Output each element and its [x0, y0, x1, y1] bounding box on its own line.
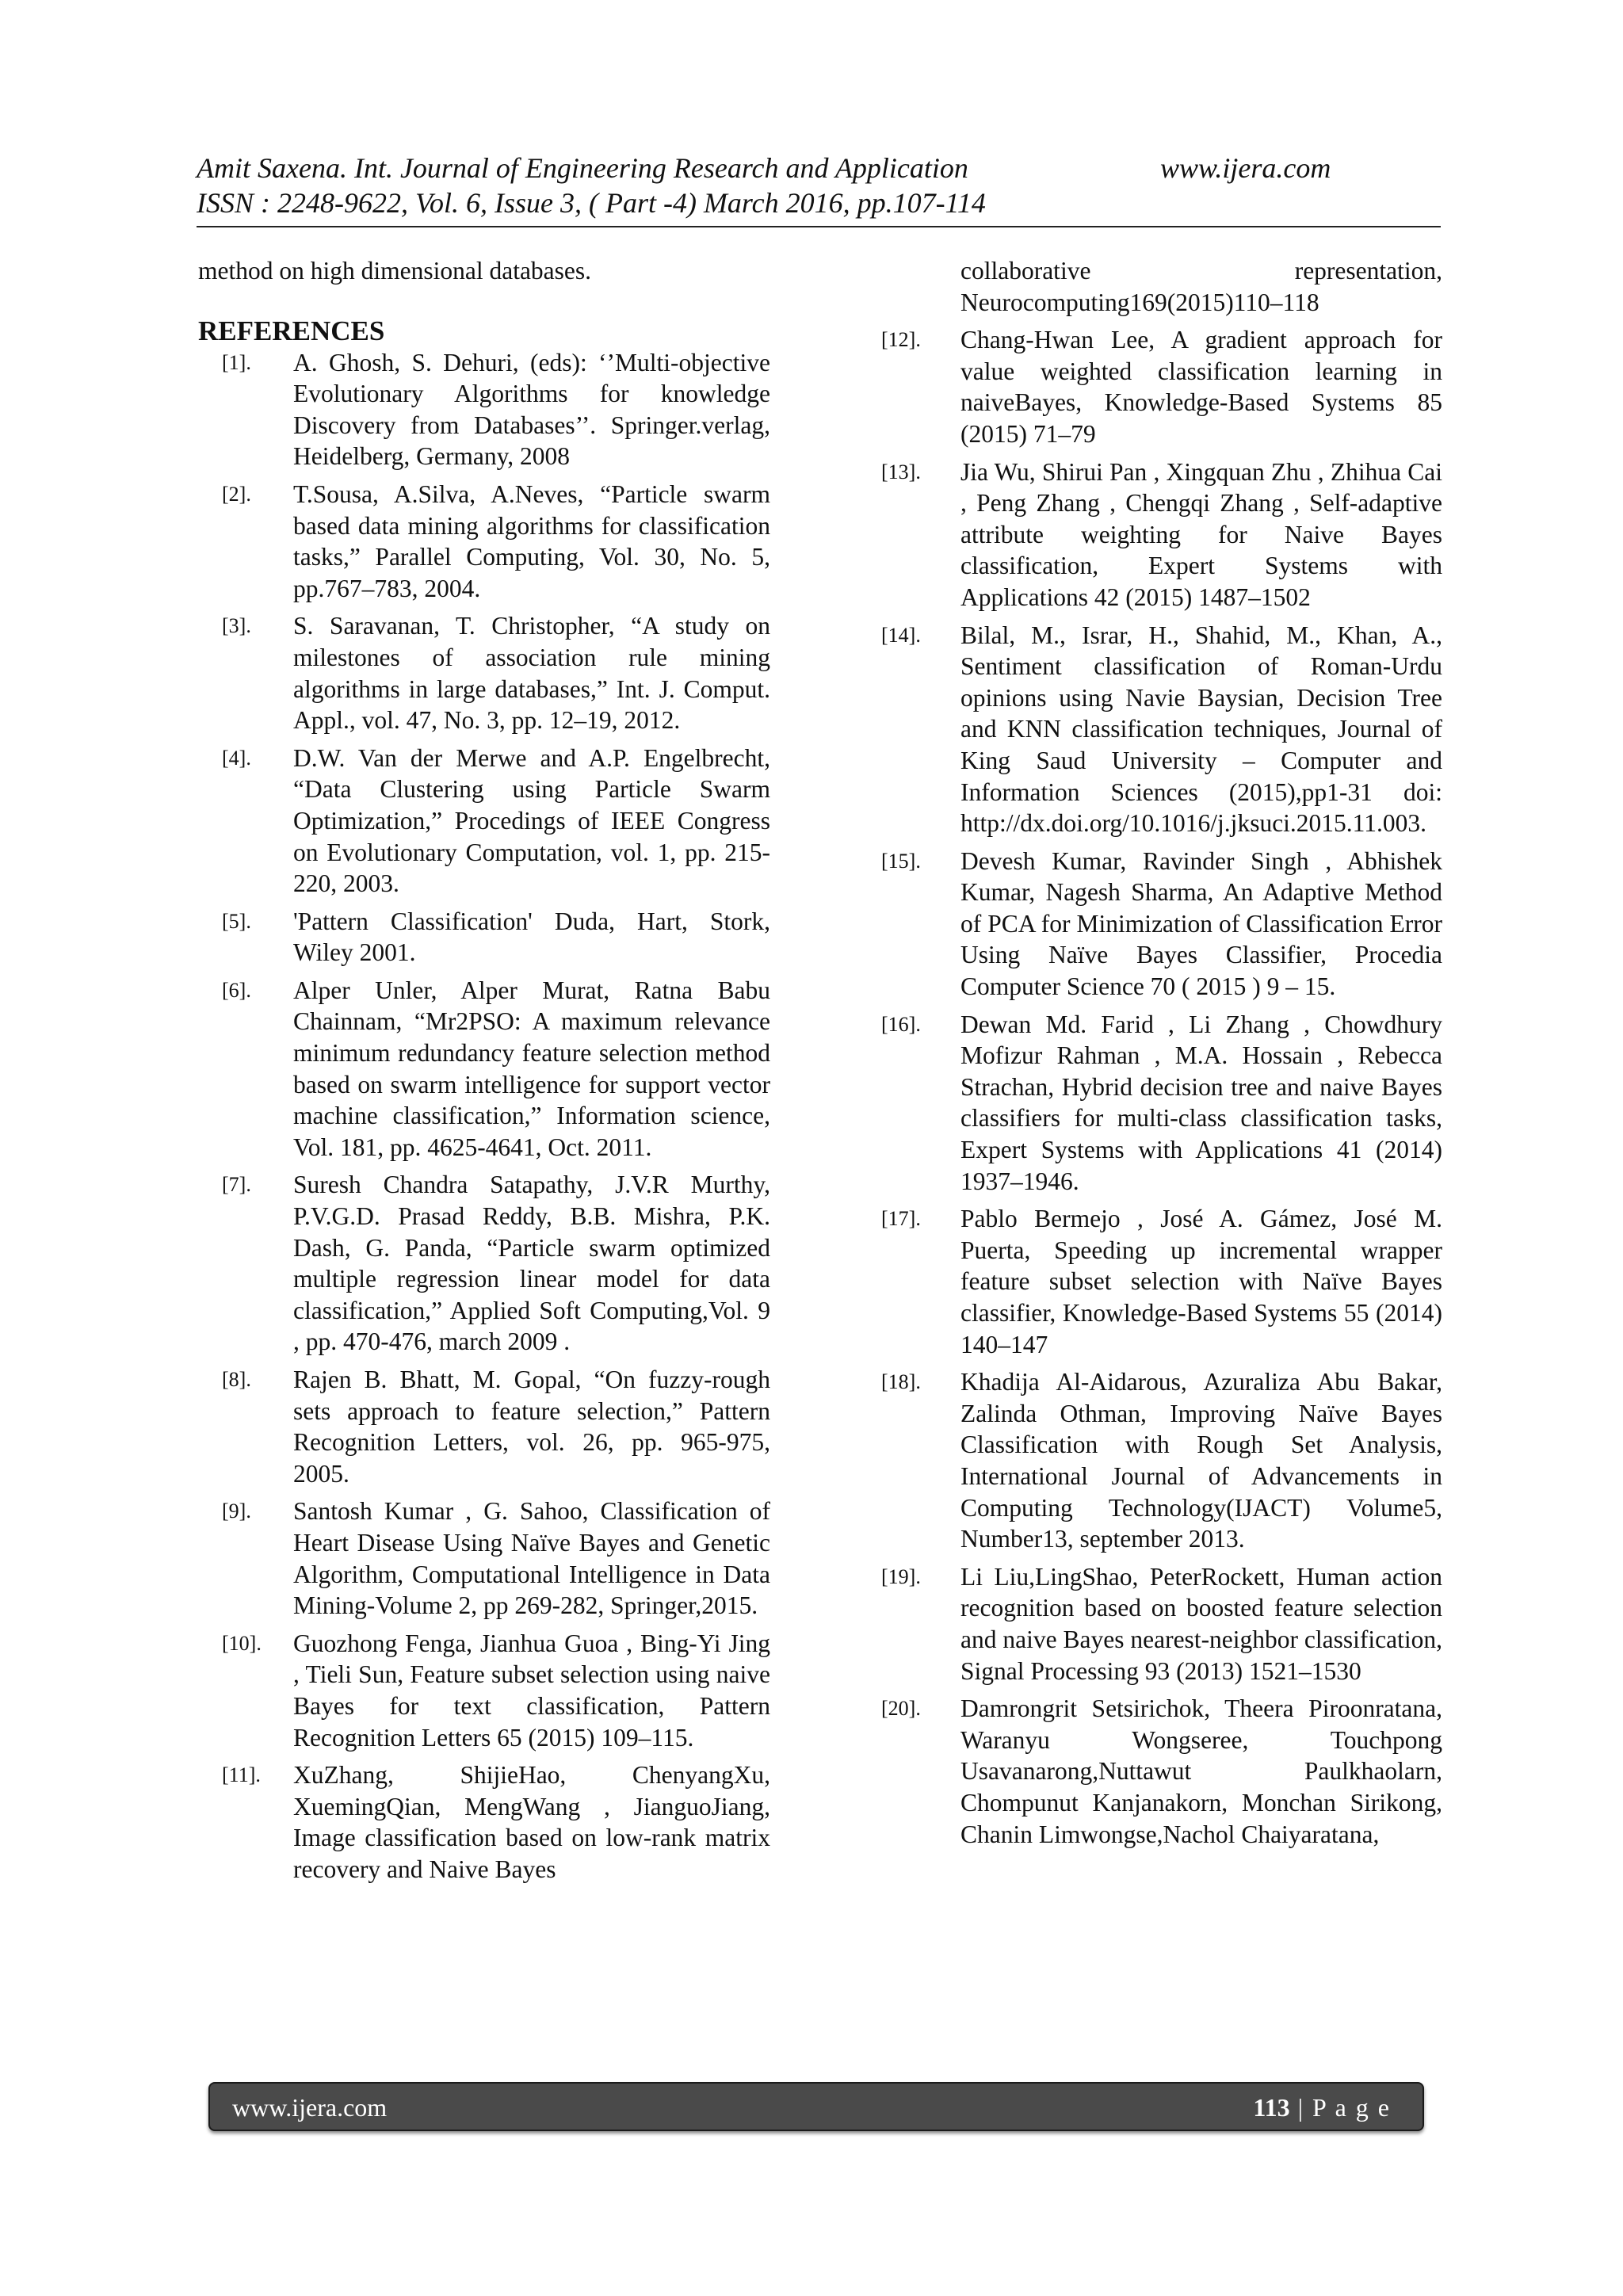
reference-number: [7]. — [222, 1173, 251, 1197]
reference-text: Bilal, M., Israr, H., Shahid, M., Khan, A., Sentiment classification of Roman-Urdu opinions using Navie Baysian, Decision Tree and KNN classification techniques, Journal of King Saud University – Computer and Information Sciences (2015),pp1-31 doi: http://dx.doi.org/10.1016/j.jksuci.2015.11.003. — [960, 621, 1442, 838]
reference-number: [1]. — [222, 350, 251, 374]
reference-item — [198, 1628, 770, 1753]
reference-text: Li Liu,LingShao, PeterRockett, Human action recognition based on boosted feature selection and naive Bayes nearest-neighbor classification, Signal Processing 93 (2013) 1521–1530 — [960, 1562, 1442, 1685]
reference-text: S. Saravanan, T. Christopher, “A study on milestones of association rule mining algorithms in large databases,” Int. J. Comput. Appl., vol. 47, No. 3, pp. 12–19, 2012. — [293, 612, 770, 735]
reference-item — [881, 1009, 1442, 1198]
reference-item — [198, 1169, 770, 1358]
reference-list-right — [881, 324, 1442, 1850]
reference-item — [198, 479, 770, 604]
reference-item — [198, 1496, 770, 1621]
reference-text: Rajen B. Bhatt, M. Gopal, “On fuzzy-rough sets approach to feature selection,” Pattern Recognition Letters, vol. 26, pp. 965-975, 2005. — [293, 1366, 770, 1488]
reference-text: XuZhang, ShijieHao, ChenyangXu, XuemingQian, MengWang , JianguoJiang, Image classification based on low-rank matrix recovery and Naive Bayes — [293, 1761, 770, 1883]
page-number-value: 113 — [1253, 2093, 1290, 2122]
reference-text: Khadija Al-Aidarous, Azuraliza Abu Bakar, Zalinda Othman, Improving Naïve Bayes Classification with Rough Set Analysis, International Journal of Advancements in Computing Technology(IJACT) Volume5, Number13, september 2013. — [960, 1368, 1442, 1553]
issn-line: ISSN : 2248-9622, Vol. 6, Issue 3, ( Part -4) March 2016, pp.107-114 — [197, 187, 986, 219]
reference-text: Dewan Md. Farid , Li Zhang , Chowdhury Mofizur Rahman , M.A. Hossain , Rebecca Strachan, Hybrid decision tree and naive Bayes classifiers for multi-class classification tasks, Expert Systems with Applications 41 (2014) 1937–1946. — [960, 1010, 1442, 1195]
reference-number: [4]. — [222, 746, 251, 770]
page-number — [1253, 2092, 1391, 2123]
page-header — [197, 151, 1439, 220]
reference-text: Jia Wu, Shirui Pan , Xingquan Zhu , Zhihua Cai , Peng Zhang , Chengqi Zhang , Self-adaptive attribute weighting for Naive Bayes classification, Expert Systems with Applications 42 (2015) 1487–1502 — [960, 457, 1442, 611]
reference-text: 'Pattern Classification' Duda, Hart, Stork, Wiley 2001. — [293, 907, 770, 967]
reference-text: Chang-Hwan Lee, A gradient approach for value weighted classification learning in naiveBayes, Knowledge-Based Systems 85 (2015) 71–79 — [960, 326, 1442, 448]
reference-item — [198, 743, 770, 900]
reference-text: T.Sousa, A.Silva, A.Neves, “Particle swarm based data mining algorithms for classification tasks,” Parallel Computing, Vol. 30, No. 5, pp.767–783, 2004. — [293, 479, 770, 602]
reference-number: [10]. — [222, 1631, 262, 1655]
reference-item — [881, 620, 1442, 839]
reference-number: [18]. — [881, 1370, 921, 1394]
page-label: | P a g e — [1289, 2093, 1391, 2122]
reference-number: [5]. — [222, 909, 251, 933]
journal-website[interactable]: www.ijera.com — [1160, 152, 1331, 184]
reference-text: Damrongrit Setsirichok, Theera Piroonratana, Waranyu Wongseree, Touchpong Usavanarong,Nuttawut Paulkhaolarn, Chompunut Kanjanakorn, Monchan Sirikong, Chanin Limwongse,Nachol Chaiyaratana, — [960, 1694, 1442, 1848]
reference-item — [198, 1759, 770, 1885]
reference-item — [198, 610, 770, 735]
reference-item — [881, 1366, 1442, 1555]
journal-header-line — [197, 151, 1439, 185]
reference-item — [881, 324, 1442, 449]
reference-number: [13]. — [881, 460, 921, 483]
references-heading: REFERENCES — [198, 315, 385, 346]
header-rule — [197, 226, 1441, 227]
reference-item — [198, 975, 770, 1163]
reference-number: [9]. — [222, 1499, 251, 1523]
reference-item — [881, 1693, 1442, 1850]
reference-text: D.W. Van der Merwe and A.P. Engelbrecht, “Data Clustering using Particle Swarm Optimization,” Procedings of IEEE Congress on Evolutionary Computation, vol. 1, pp. 215-220, 2003. — [293, 743, 770, 898]
page-footer — [208, 2082, 1424, 2131]
reference-text: A. Ghosh, S. Dehuri, (eds): ‘’Multi-objective Evolutionary Algorithms for knowledge Discovery from Databases’’. Springer.verlag, Heidelberg, Germany, 2008 — [293, 348, 770, 471]
reference-item — [881, 846, 1442, 1003]
reference-text: Alper Unler, Alper Murat, Ratna Babu Chainnam, “Mr2PSO: A maximum relevance minimum redundancy feature selection method based on swarm intelligence for support vector machine classification,” Information science, Vol. 181, pp. 4625-4641, Oct. 2011. — [293, 976, 770, 1161]
reference-number: [15]. — [881, 849, 921, 873]
reference-number: [17]. — [881, 1207, 921, 1231]
intro-text: method on high dimensional databases. — [198, 257, 592, 285]
reference-item — [198, 347, 770, 472]
reference-number: [6]. — [222, 978, 251, 1002]
reference-number: [3]. — [222, 614, 251, 638]
reference-number: [14]. — [881, 623, 921, 647]
reference-number: [8]. — [222, 1368, 251, 1391]
reference-number: [16]. — [881, 1012, 921, 1036]
reference-number: [12]. — [881, 328, 921, 352]
footer-website[interactable]: www.ijera.com — [232, 2093, 388, 2122]
reference-number: [19]. — [881, 1564, 921, 1588]
right-column — [881, 255, 1442, 1856]
left-column — [198, 255, 770, 1892]
journal-citation: Amit Saxena. Int. Journal of Engineering Research and Application — [197, 152, 968, 184]
reference-text: Santosh Kumar , G. Sahoo, Classification of Heart Disease Using Naïve Bayes and Genetic Algorithm, Computational Intelligence in Data Mining-Volume 2, pp 269-282, Springer,2015. — [293, 1497, 770, 1620]
reference-item — [881, 457, 1442, 613]
reference-item — [881, 1561, 1442, 1687]
reference-item — [198, 1364, 770, 1489]
reference-item — [881, 1203, 1442, 1360]
reference-number: [20]. — [881, 1697, 921, 1721]
reference-text: Guozhong Fenga, Jianhua Guoa , Bing-Yi Jing , Tieli Sun, Feature subset selection using naive Bayes for text classification, Pattern Recognition Letters 65 (2015) 109–115. — [293, 1629, 770, 1752]
reference-number: [11]. — [222, 1763, 261, 1787]
reference-text: Suresh Chandra Satapathy, J.V.R Murthy, P.V.G.D. Prasad Reddy, B.B. Mishra, P.K. Dash, G. Panda, “Particle swarm optimized multiple regression linear model for data classification,” Applied Soft Computing,Vol. 9 , pp. 470-476, march 2009 . — [293, 1171, 770, 1356]
reference-continuation: collaborative representation, Neurocomputing169(2015)110–118 — [960, 257, 1442, 316]
reference-text: Pablo Bermejo , José A. Gámez, José M. Puerta, Speeding up incremental wrapper feature subset selection with Naïve Bayes classifier, Knowledge-Based Systems 55 (2014) 140–147 — [960, 1205, 1442, 1358]
reference-text: Devesh Kumar, Ravinder Singh , Abhishek Kumar, Nagesh Sharma, An Adaptive Method of PCA for Minimization of Classification Error Using Naïve Bayes Classifier, Procedia Computer Science 70 ( 2015 ) 9 – 15. — [960, 846, 1442, 1001]
reference-item — [198, 906, 770, 968]
reference-list-left — [198, 347, 770, 1885]
reference-number: [2]. — [222, 482, 251, 506]
